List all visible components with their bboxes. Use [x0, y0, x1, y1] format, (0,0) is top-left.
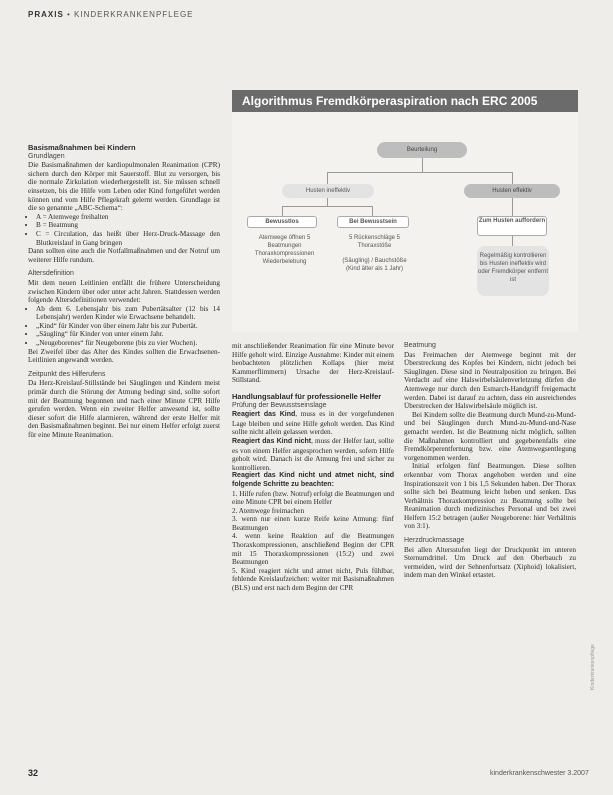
list-item: • „Säugling“ für Kinder von unter einem Jahr.: [36, 330, 220, 339]
heading-procedure: Handlungsablauf für professionelle Helfer: [232, 391, 382, 401]
node-monitor: Regelmäßig kontrollieren bis Husten ineffektiv wird oder Fremdkörper entfernt ist: [477, 246, 549, 296]
step: 1. Hilfe rufen (bzw. Notruf) erfolgt die Beatmungen und eine Minute CPR bei einem Helfer: [232, 489, 394, 507]
step: 5. Kind reagiert nicht und atmet nicht, Puls fühlbar, fehlende Kreislaufzeichen: weiter mit Basismaßnahmen (BLS) und erst nach dem Beginn der CPR: [232, 566, 394, 593]
flowchart: [232, 112, 578, 332]
column-2: [232, 342, 394, 593]
page-number: 32: [28, 768, 39, 778]
paragraph: Die Basismaßnahmen der kardiopulmonalen Reanimation (CPR) sichern durch den Körper mit Sauerstoff. Blut zu versorgen, bis die normale Zirkulation wiederhergestellt ist. Sie müssen schnell einsetzen, bis die Hilfe vom Leben oder Kind fortgeführt werden können und vom Hilfe Pflegekraft gelernt werden. Grundlage ist die so genannte „ABC-Schema“:: [28, 161, 220, 213]
text: , muss es in der vorgefundenen Lage bleiben und seine Hilfe geholt werden. Das Kind sollte nicht allein gelassen werden.: [232, 410, 395, 437]
node-cough-effective: Husten effektiv: [464, 184, 560, 198]
paragraph: Mit dem neuen Leitlinien entfällt die frühere Unterscheidung zwischen Kindern über oder unter acht Jahren. Stattdessen werden folgende Altersdefinitionen verwendet:: [28, 278, 220, 305]
column-1: [28, 140, 220, 440]
section-label: PRAXIS: [28, 10, 64, 19]
list-item: • „Kind“ für Kinder von über einem Jahr bis zur Pubertät.: [36, 322, 220, 331]
paragraph: Dann sollten eine auch die Notfallmaßnahmen und der Notruf um weiterer Hilfe rundum.: [28, 247, 220, 264]
list-item: • „Neugeborenes“ für Neugeborene (bis zu vier Wochen).: [36, 339, 220, 348]
subheading-call-help: Zeitpunkt des Hilferufens: [28, 370, 106, 378]
subheading-basics: Grundlagen: [28, 152, 65, 160]
abc-list: [28, 213, 220, 247]
age-list: [28, 305, 220, 348]
paragraph: [232, 437, 394, 472]
text: , muss der Helfer laut, sollte es von einem Helfer angesprochen werden, sofern Hilfe geholt wird. Danach ist die Atmung frei und sicher zu kontrollieren.: [232, 436, 394, 472]
step: 4. wenn keine Reaktion auf die Beatmungen Thoraxkompressionen, anschließend Beginn der CPR mit 15 Thoraxkompressionen (15:2) und zwei Beatmungen: [232, 532, 394, 567]
bold-paragraph: Reagiert das Kind nicht und atmet nicht, sind folgende Schritte zu beachten:: [232, 472, 394, 488]
list-item: • C = Circulation, das heißt über Herz-Druck-Massage den Blutkreislauf in Gang bringen: [36, 230, 220, 247]
paragraph: Initial erfolgen fünf Beatmungen. Diese sollten erkennbar vom Thorax angehoben werden und eine Inspirationszeit von 1 bis 1,5 Sekunden haben. Der Thorax sollte sich bei Beatmung leicht heben und senken. Das Verhältnis Thoraxkompression zu Beatmung sollte bei Reanimation durch medizinisches Personal und bei zwei Helfern 15:2 betragen (außer Neugeborene: hier Verhältnis von 3:1).: [404, 462, 576, 531]
subheading-age: Altersdefinition: [28, 270, 74, 278]
running-head: PRAXIS • KINDERKRANKENPFLEGE: [28, 10, 194, 19]
side-label: Kinderkrankenpflege: [590, 644, 596, 690]
figure-title: Algorithmus Fremdkörperaspiration nach ERC 2005: [232, 90, 578, 112]
topic-label: KINDERKRANKENPFLEGE: [74, 10, 194, 19]
node-cough-ineffective: Husten ineffektiv: [282, 184, 374, 198]
node-assessment: Beurteilung: [377, 142, 467, 158]
paragraph: [232, 410, 394, 437]
step: 2. Atemwege freimachen: [232, 506, 305, 515]
subheading-consciousness: Prüfung der Bewusstseinslage: [232, 401, 327, 409]
node-unconscious-detail: Atemwege öffnen 5 Beatmungen Thoraxkompressionen Wiederbelebung: [254, 235, 315, 265]
node-conscious: Bei Bewusstsein: [337, 216, 409, 228]
node-encourage-cough: Zum Husten auffordern: [477, 216, 547, 236]
bold-phrase: Reagiert das Kind nicht: [232, 437, 312, 445]
node-unconscious: Bewusstlos: [247, 216, 317, 228]
paragraph: Bei Zweifel über das Alter des Kindes sollten die Erwachsenen-Leitlinien angewandt werden.: [28, 347, 220, 365]
list-item: • B = Beatmung: [36, 221, 220, 230]
list-item: • A = Atemwege freihalten: [36, 213, 220, 222]
paragraph: Da Herz-Kreislauf-Stillstände bei Säuglingen und Kindern meist primär durch die Störung der Atmung bedingt sind, sollte sofort mit der Beatmung begonnen und nach einer Minute CPR Hilfe gerufen werden. Wenn ein zweiter Helfer anwesend ist, sollte dieser sofort die Hilfe alarmieren, während der erste Helfer mit den Basismaßnahmen beginnt. Bei nur einem Helfer erfolgt zuerst für eine Minute Reanimation.: [28, 379, 220, 439]
magazine-name: kinderkrankenschwester 3.2007: [490, 770, 589, 777]
node-conscious-detail2: (Säugling) / Bauchstöße (Kind älter als 1 Jahr): [342, 258, 407, 272]
subheading-ventilation: Beatmung: [404, 342, 436, 349]
list-item: • Ab dem 6. Lebensjahr bis zum Pubertätsalter (12 bis 14 Lebensjahr) werden Kinder wie Erwachsene behandelt.: [36, 305, 220, 322]
node-conscious-detail: 5 Rückenschläge 5 Thoraxstöße: [348, 235, 401, 249]
paragraph: mit anschließender Reanimation für eine Minute bevor Hilfe geholt wird. Einzige Ausnahme: Kinder mit einem beobachteten plötzlichen Kollaps (hier meist Kammerflimmern) Ursache der Herz-Kreislauf-Stillstand.: [232, 342, 394, 385]
paragraph: Das Freimachen der Atemwege beginnt mit der Überstreckung des Kopfes bei Kindern, nicht jedoch bei Säuglingen. Diese sind in Neutralposition zu bringen. Bei Verdacht auf eine Halswirbelsäulenverletzung dürfen die Atemwege nur durch den Esmarch-Handgriff freigemacht werden. Dabei ist darauf zu achten, dass ein ausreichendes Überstrecken der Halswirbelsäule möglich ist.: [404, 350, 576, 411]
paragraph: Bei allen Altersstufen liegt der Druckpunkt im unteren Sternumdrittel. Um Druck auf den Oberbauch zu vermeiden, wird der Sehnenfortsatz (Xiphoid) lokalisiert, indem man den Winkel ertastet.: [404, 545, 576, 580]
paragraph: Bei Kindern sollte die Beatmung durch Mund-zu-Mund- und bei Säuglingen durch Mund-zu-Mund-und-Nase gemacht werden. Ist die Beatmung nicht möglich, sollten die Maßnahmen kontrolliert und gegebenenfalls eine Fremdkörperentfernung bzw. eine Atemwegsentlegung vorgenommen werden.: [404, 410, 576, 462]
column-3: [404, 342, 576, 580]
subheading-cardiac-massage: Herzdruckmassage: [404, 537, 465, 545]
bold-phrase: Reagiert das Kind: [232, 411, 296, 419]
heading-basic-measures: Basismaßnahmen bei Kindern: [28, 143, 136, 152]
step: 3. wenn nur einen kurze Reife keine Atmung: fünf Beatmungen: [232, 515, 394, 532]
